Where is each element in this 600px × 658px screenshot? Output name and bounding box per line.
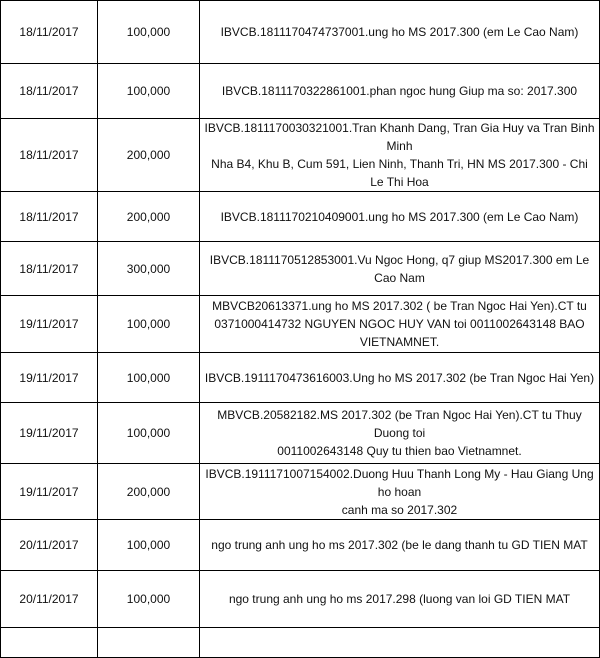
description-line: canh ma so 2017.302 [341, 502, 458, 517]
description-cell [200, 520, 600, 571]
description-cell [200, 628, 600, 658]
description-cell [200, 353, 600, 403]
amount-cell: 100,000 [98, 571, 200, 628]
description-cell [200, 192, 600, 242]
description-cell [200, 296, 600, 353]
description-line: Nha B4, Khu B, Cum 591, Lien Ninh, Thanh Tri, HN MS 2017.300 - Chi Le Thi Hoa [211, 157, 588, 189]
ledger-body [1, 1, 600, 658]
table-row [1, 571, 600, 628]
amount-cell [98, 628, 200, 658]
date-cell: 18/11/2017 [1, 64, 98, 119]
description-line: IBVCB.1811170512853001.Vu Ngoc Hong, q7 giup MS2017.300 em Le Cao Nam [209, 252, 590, 285]
description-line: IBVCB.1911170473616003.Ung ho MS 2017.302 (be Tran Ngoc Hai Yen) [204, 370, 595, 385]
date-cell: 18/11/2017 [1, 192, 98, 242]
description-line: IBVCB.1811170030321001.Tran Khanh Dang, Tran Gia Huy va Tran Binh Minh [204, 121, 595, 153]
date-cell: 20/11/2017 [1, 571, 98, 628]
description-line: IBVCB.1811170474737001.ung ho MS 2017.300 (em Le Cao Nam) [220, 25, 579, 39]
description-line: IBVCB.1811170322861001.phan ngoc hung Giup ma so: 2017.300 [221, 84, 578, 98]
date-cell: 18/11/2017 [1, 242, 98, 296]
table-row [1, 64, 600, 119]
table-row [1, 119, 600, 192]
description-line: MBVCB20613371.ung ho MS 2017.302 ( be Tran Ngoc Hai Yen).CT tu [212, 299, 587, 313]
description-cell [200, 571, 600, 628]
amount-cell: 200,000 [98, 464, 200, 520]
description-line: ngo trung anh ung ho ms 2017.302 (be le dang thanh tu GD TIEN MAT [211, 538, 588, 552]
date-cell: 20/11/2017 [1, 520, 98, 571]
amount-cell: 300,000 [98, 242, 200, 296]
amount-cell: 100,000 [98, 403, 200, 464]
date-cell: 19/11/2017 [1, 296, 98, 353]
table-row [1, 464, 600, 520]
amount-cell: 100,000 [98, 353, 200, 403]
table-row [1, 242, 600, 296]
description-cell [200, 403, 600, 464]
description-cell [200, 242, 600, 296]
table-row [1, 520, 600, 571]
description-cell [200, 64, 600, 119]
description-cell [200, 119, 600, 192]
description-line: IBVCB.1811170210409001.ung ho MS 2017.300 (em Le Cao Nam) [220, 209, 579, 224]
description-line: IBVCB.1911171007154002.Duong Huu Thanh Long My - Hau Giang Ung ho hoan [205, 466, 594, 499]
description-line: MBVCB.20582182.MS 2017.302 (be Tran Ngoc Hai Yen).CT tu Thuy Duong toi [217, 408, 582, 440]
table-row [1, 403, 600, 464]
date-cell: 18/11/2017 [1, 119, 98, 192]
date-cell [1, 628, 98, 658]
date-cell: 18/11/2017 [1, 1, 98, 64]
description-line: 0371000414732 NGUYEN NGOC HUY VAN toi 0011002643148 BAO VIETNAMNET. [214, 317, 585, 349]
date-cell: 19/11/2017 [1, 403, 98, 464]
description-cell [200, 1, 600, 64]
date-cell: 19/11/2017 [1, 353, 98, 403]
amount-cell: 100,000 [98, 64, 200, 119]
amount-cell: 200,000 [98, 192, 200, 242]
table-row [1, 353, 600, 403]
amount-cell: 200,000 [98, 119, 200, 192]
amount-cell: 100,000 [98, 1, 200, 64]
table-row-partial [1, 628, 600, 658]
description-line: ngo trung anh ung ho ms 2017.298 (luong van loi GD TIEN MAT [228, 592, 571, 606]
date-cell: 19/11/2017 [1, 464, 98, 520]
table-row [1, 1, 600, 64]
amount-cell: 100,000 [98, 520, 200, 571]
amount-cell: 100,000 [98, 296, 200, 353]
description-cell [200, 464, 600, 520]
table-row [1, 296, 600, 353]
table-row [1, 192, 600, 242]
description-line: 0011002643148 Quy tu thien bao Vietnamnet. [277, 444, 522, 458]
